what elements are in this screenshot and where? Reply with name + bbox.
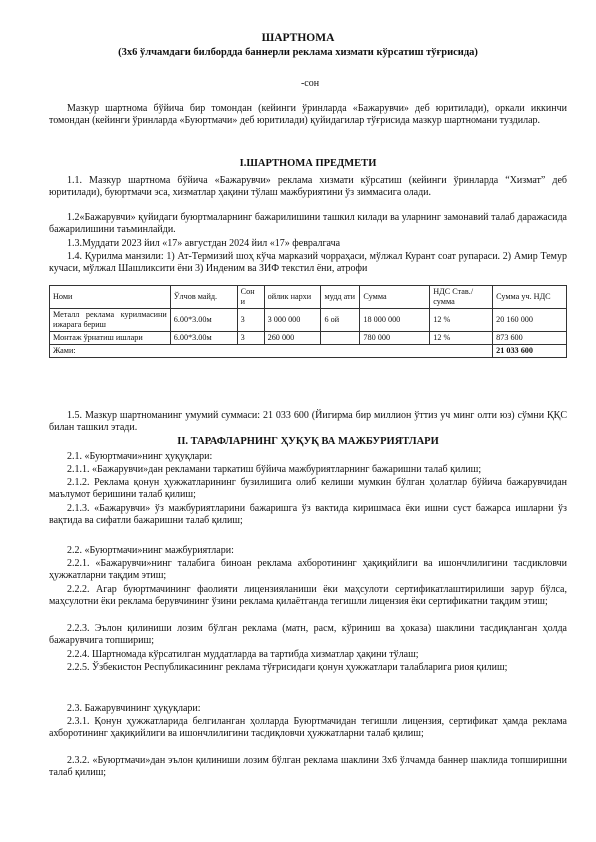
paragraph-2-2-1: 2.2.1. «Бажарувчи»нинг талабига биноан реклама ахборотининг ҳақиқийлиги ва ишончлилигини тасдикловчи ҳужжатларни тақдим этиш; [49, 558, 567, 581]
paragraph-1-4: 1.4. Қурилма манзили: 1) Ат-Термизий шоҳ кўча марказий чорраҳаси, мўлжал Курант соат рупараси. 2) Амир Темур кучаси, мўлжал Шашликсити ёни 3) Инденим ва ЗИФ текстил ёни, атрофи [49, 251, 567, 274]
table-cell: 18 000 000 [360, 309, 430, 332]
header-cell: НДС Став./сумма [430, 286, 493, 309]
section-2-heading: II. ТАРАФЛАРНИНГ ҲУҚУҚ ВА МАЖБУРИЯТЛАРИ [177, 436, 439, 447]
section-1-heading: I.ШАРТНОМА ПРЕДМЕТИ [239, 158, 377, 169]
table-cell: Металл реклама курилмасини ижарага бериш [50, 309, 171, 332]
table-cell: Монтаж ўрнатиш ишлари [50, 332, 171, 345]
header-cell: Ўлчов майд. [170, 286, 237, 309]
document-title: ШАРТНОМА [261, 32, 335, 44]
contract-number: -сон [300, 78, 320, 89]
table-cell: 6 ой [321, 309, 360, 332]
table-cell: 780 000 [360, 332, 430, 345]
table-cell: 3 [237, 332, 264, 345]
table-row [50, 332, 567, 345]
paragraph-2-2: 2.2. «Буюртмачи»нинг мажбуриятлари: [67, 545, 234, 556]
paragraph-2-1-3: 2.1.3. «Бажарувчи» ўз мажбуриятларини бажаришга ўз вактида киришмаса ёки ишни суст бажарса ишларни ўз вақтида ва сифатли бажаришни талаб қилиш; [49, 503, 567, 526]
paragraph-2-3: 2.3. Бажарувчининг ҳуқуқлари: [67, 703, 201, 714]
paragraph-2-2-5: 2.2.5. Ўзбекистон Республикасининг реклама тўғрисидаги қонун ҳужжатлари талабларига риоя қилиш; [67, 662, 508, 673]
table-cell: 3 [237, 309, 264, 332]
paragraph-2-2-2: 2.2.2. Агар буюртмачининг фаолияти лицензияланиши ёки маҳсулоти сертификатлаштирилиши зарур бўлса, маҳсулотни ёки реклама берувчининг ўзини реклама қилаётганда тегишли лицензия ёки сертификатни тақдим этиш; [49, 584, 567, 607]
header-cell: Номи [50, 286, 171, 309]
table-header-row [50, 286, 567, 309]
paragraph-2-3-1: 2.3.1. Қонун ҳужжатларида белгиланган ҳолларда Буюртмачидан тегишли лицензия, сертификат ҳамда реклама ахборотининг ҳақиқийлиги ва ишончлилигини тасдиқловчи ҳужжатларни талаб қилиш; [49, 716, 567, 739]
table-cell [321, 332, 360, 345]
paragraph-2-1-2: 2.1.2. Реклама қонун ҳужжатларининг бузилишига олиб келиши мумкин бўлган ҳолатлар бўйича бажарувчидан маълумот беришини талаб қилиш; [49, 477, 567, 500]
table-cell: 6.00*3.00м [170, 309, 237, 332]
header-cell: Сумма [360, 286, 430, 309]
header-cell: Сон и [237, 286, 264, 309]
paragraph-1-3: 1.3.Муддати 2023 йил «17» августдан 2024 йил «17» февралгача [67, 238, 341, 249]
table-cell: 873 600 [493, 332, 567, 345]
paragraph-1-2: 1.2«Бажарувчи» қуйидаги буюртмаларнинг бажарилишини ташкил килади ва уларнинг замонавий талаб даражасида бажарилишини таъминлайди. [49, 212, 567, 235]
paragraph-1-5: 1.5. Мазкур шартноманинг умумий суммаси: 21 033 600 (Йигирма бир миллион ўттиз уч минг олти юз) сўмни ҚҚС билан ташкил этади. [49, 410, 567, 433]
table-cell: 260 000 [264, 332, 321, 345]
table-cell: 6.00*3.00м [170, 332, 237, 345]
header-cell: мудд ати [321, 286, 360, 309]
header-cell: ойлик нархи [264, 286, 321, 309]
intro-paragraph: Мазкур шартнома бўйича бир томондан (кейинги ўринларда «Бажарувчи» деб юритилади), оркали иккинчи томондан (кейинги ўринларда «Буюртмачи» деб юритилади) қуйидагилар тўғрисида мазкур шартномани туздилар. [49, 103, 567, 126]
header-cell: Сумма уч. НДС [493, 286, 567, 309]
paragraph-2-2-4: 2.2.4. Шартномада кўрсатилган муддатларда ва тартибда хизматлар ҳақини тўлаш; [67, 649, 419, 660]
table-cell: 20 160 000 [493, 309, 567, 332]
total-label: Жами: [50, 345, 493, 358]
total-value: 21 033 600 [493, 345, 567, 358]
table-row [50, 309, 567, 332]
table-cell: 12 % [430, 332, 493, 345]
paragraph-2-1-1: 2.1.1. «Бажарувчи»дан рекламани таркатиш бўйича мажбуриятларнинг бажаришни талаб қилиш; [67, 464, 482, 475]
paragraph-1-1: 1.1. Мазкур шартнома бўйича «Бажарувчи» реклама хизмати кўрсатиш (кейинги ўринларда “Хизмат” деб юритилади), буюртмачи эса, хизматлар ҳақини тўлаш мажбуриятини ўз зиммасига олади. [49, 175, 567, 198]
table-total-row [50, 345, 567, 358]
paragraph-2-2-3: 2.2.3. Эълон қилиниши лозим бўлган реклама (матн, расм, кўриниш ва ҳоказа) шаклини тасдиқланган ҳолда бажарувчига топшириш; [49, 623, 567, 646]
services-table [49, 285, 567, 358]
paragraph-2-1: 2.1. «Буюртмачи»нинг ҳуқуқлари: [67, 451, 213, 462]
table-cell: 12 % [430, 309, 493, 332]
table-cell: 3 000 000 [264, 309, 321, 332]
document-subtitle: (3х6 ўлчамдаги билбордда баннерли реклама хизмати кўрсатиш тўғрисида) [118, 47, 478, 58]
paragraph-2-3-2: 2.3.2. «Буюртмачи»дан эълон қилиниши лозим бўлган реклама шаклини 3х6 ўлчамда баннер шаклида топширишни талаб қилиш; [49, 755, 567, 778]
